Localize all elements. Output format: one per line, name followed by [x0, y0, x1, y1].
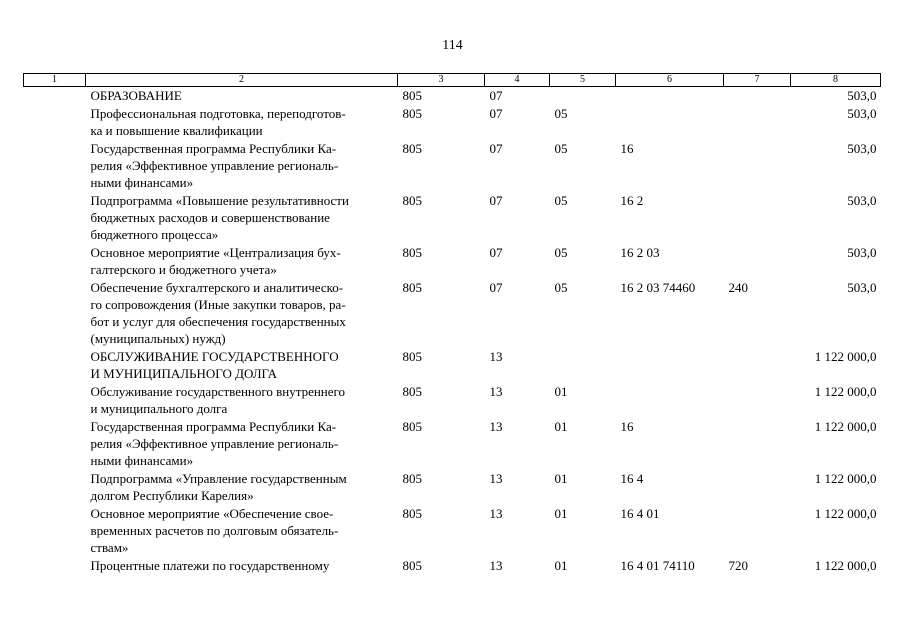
- cell-col6: 16: [620, 419, 634, 434]
- cell-name: Подпрограмма «Управление государственным долгом Республики Карелия»: [90, 471, 347, 503]
- cell-col1: [24, 140, 86, 192]
- cell-col5: 01: [554, 471, 568, 486]
- cell-name: Государственная программа Республики Ка- релия «Эффективное управление региональ- ными финансами»: [90, 141, 339, 190]
- table-row: [24, 192, 881, 244]
- cell-col1: [24, 505, 86, 557]
- cell-col7: [724, 105, 791, 140]
- cell-col6: 16 4: [620, 471, 644, 486]
- cell-col4: 07: [489, 88, 503, 103]
- cell-amount: 503,0: [847, 106, 877, 121]
- cell-col5: 05: [554, 141, 568, 156]
- cell-col1: [24, 105, 86, 140]
- cell-amount: 503,0: [847, 141, 877, 156]
- cell-name: Государственная программа Республики Ка- релия «Эффективное управление региональ- ными финансами»: [90, 419, 339, 468]
- cell-col4: 13: [489, 419, 503, 434]
- table-row: [24, 140, 881, 192]
- cell-col7: [724, 348, 791, 383]
- cell-name: Профессиональная подготовка, переподготов- ка и повышение квалификации: [90, 106, 346, 138]
- cell-col6: 16 4 01: [620, 506, 660, 521]
- table-row: [24, 87, 881, 106]
- cell-col6: [616, 348, 724, 383]
- cell-col3: 805: [402, 193, 422, 208]
- table-row: [24, 105, 881, 140]
- column-header: 3: [398, 74, 485, 87]
- cell-amount: 1 122 000,0: [814, 349, 877, 364]
- cell-col5: 05: [554, 245, 568, 260]
- cell-col1: [24, 279, 86, 348]
- cell-amount: 503,0: [847, 280, 877, 295]
- cell-col1: [24, 418, 86, 470]
- cell-col3: 805: [402, 384, 422, 399]
- cell-col6: 16 2 03 74460: [620, 280, 696, 295]
- column-header: 5: [550, 74, 616, 87]
- table-row: [24, 244, 881, 279]
- cell-col6: 16 2: [620, 193, 644, 208]
- cell-amount: 503,0: [847, 193, 877, 208]
- cell-name: Основное мероприятие «Обеспечение свое- временных расчетов по долговым обязатель- ствам»: [90, 506, 339, 555]
- cell-col5: 05: [554, 106, 568, 121]
- cell-col3: 805: [402, 141, 422, 156]
- cell-col1: [24, 87, 86, 106]
- cell-col3: 805: [402, 106, 422, 121]
- cell-col7: [724, 383, 791, 418]
- cell-name: ОБРАЗОВАНИЕ: [90, 88, 182, 103]
- table-row: [24, 470, 881, 505]
- table-row: [24, 348, 881, 383]
- cell-col5: 01: [554, 558, 568, 573]
- cell-col1: [24, 470, 86, 505]
- cell-col3: 805: [402, 558, 422, 573]
- cell-col6: [616, 383, 724, 418]
- cell-col4: 07: [489, 106, 503, 121]
- cell-col3: 805: [402, 88, 422, 103]
- cell-col7: [724, 87, 791, 106]
- cell-col6: 16 4 01 74110: [620, 558, 695, 573]
- column-header: 8: [791, 74, 881, 87]
- cell-col5: 01: [554, 419, 568, 434]
- cell-col4: 13: [489, 506, 503, 521]
- cell-name: ОБСЛУЖИВАНИЕ ГОСУДАРСТВЕННОГО И МУНИЦИПАЛЬНОГО ДОЛГА: [90, 349, 339, 381]
- cell-name: Обслуживание государственного внутреннего и муниципального долга: [90, 384, 346, 416]
- page-number: 114: [442, 38, 463, 53]
- cell-col1: [24, 383, 86, 418]
- cell-col6: 16 2 03: [620, 245, 660, 260]
- cell-col7: 240: [728, 280, 748, 295]
- cell-col7: [724, 418, 791, 470]
- table-row: [24, 383, 881, 418]
- table-row: [24, 557, 881, 575]
- cell-col4: 13: [489, 558, 503, 573]
- cell-col4: 13: [489, 471, 503, 486]
- cell-col5: [550, 87, 616, 106]
- cell-col3: 805: [402, 245, 422, 260]
- cell-amount: 1 122 000,0: [814, 558, 877, 573]
- table-body: [24, 87, 881, 576]
- cell-col5: [550, 348, 616, 383]
- cell-col6: [616, 87, 724, 106]
- cell-col7: [724, 192, 791, 244]
- table-row: [24, 505, 881, 557]
- cell-amount: 1 122 000,0: [814, 419, 877, 434]
- table-row: [24, 279, 881, 348]
- cell-col1: [24, 192, 86, 244]
- column-header: 1: [24, 74, 86, 87]
- cell-amount: 503,0: [847, 88, 877, 103]
- cell-col4: 13: [489, 349, 503, 364]
- cell-name: Обеспечение бухгалтерского и аналитическо- го сопровождения (Иные закупки товаров, ра- бот и услуг для обеспечения государственных (муниципальных) нужд): [90, 280, 346, 346]
- cell-col3: 805: [402, 349, 422, 364]
- cell-col5: 01: [554, 384, 568, 399]
- table-row: [24, 418, 881, 470]
- cell-col3: 805: [402, 471, 422, 486]
- cell-col4: 07: [489, 141, 503, 156]
- cell-col4: 07: [489, 193, 503, 208]
- cell-amount: 503,0: [847, 245, 877, 260]
- cell-col7: [724, 470, 791, 505]
- cell-col3: 805: [402, 280, 422, 295]
- cell-col3: 805: [402, 419, 422, 434]
- budget-table: [23, 73, 881, 575]
- cell-amount: 1 122 000,0: [814, 384, 877, 399]
- cell-col7: 720: [728, 558, 748, 573]
- cell-amount: 1 122 000,0: [814, 506, 877, 521]
- cell-col4: 13: [489, 384, 503, 399]
- cell-col4: 07: [489, 245, 503, 260]
- cell-col1: [24, 244, 86, 279]
- column-header: 6: [616, 74, 724, 87]
- cell-col6: [616, 105, 724, 140]
- cell-col7: [724, 244, 791, 279]
- column-header: 2: [86, 74, 398, 87]
- cell-col3: 805: [402, 506, 422, 521]
- column-header: 4: [485, 74, 550, 87]
- cell-col6: 16: [620, 141, 634, 156]
- cell-col5: 05: [554, 193, 568, 208]
- cell-col7: [724, 505, 791, 557]
- cell-col5: 05: [554, 280, 568, 295]
- header-row: [24, 74, 881, 87]
- cell-name: Подпрограмма «Повышение результативности бюджетных расходов и совершенствование бюджетного процесса»: [90, 193, 349, 242]
- cell-name: Процентные платежи по государственному: [90, 558, 330, 573]
- cell-name: Основное мероприятие «Централизация бух- галтерского и бюджетного учета»: [90, 245, 341, 277]
- cell-col1: [24, 557, 86, 575]
- cell-col1: [24, 348, 86, 383]
- cell-amount: 1 122 000,0: [814, 471, 877, 486]
- cell-col5: 01: [554, 506, 568, 521]
- cell-col7: [724, 140, 791, 192]
- cell-col4: 07: [489, 280, 503, 295]
- column-header: 7: [724, 74, 791, 87]
